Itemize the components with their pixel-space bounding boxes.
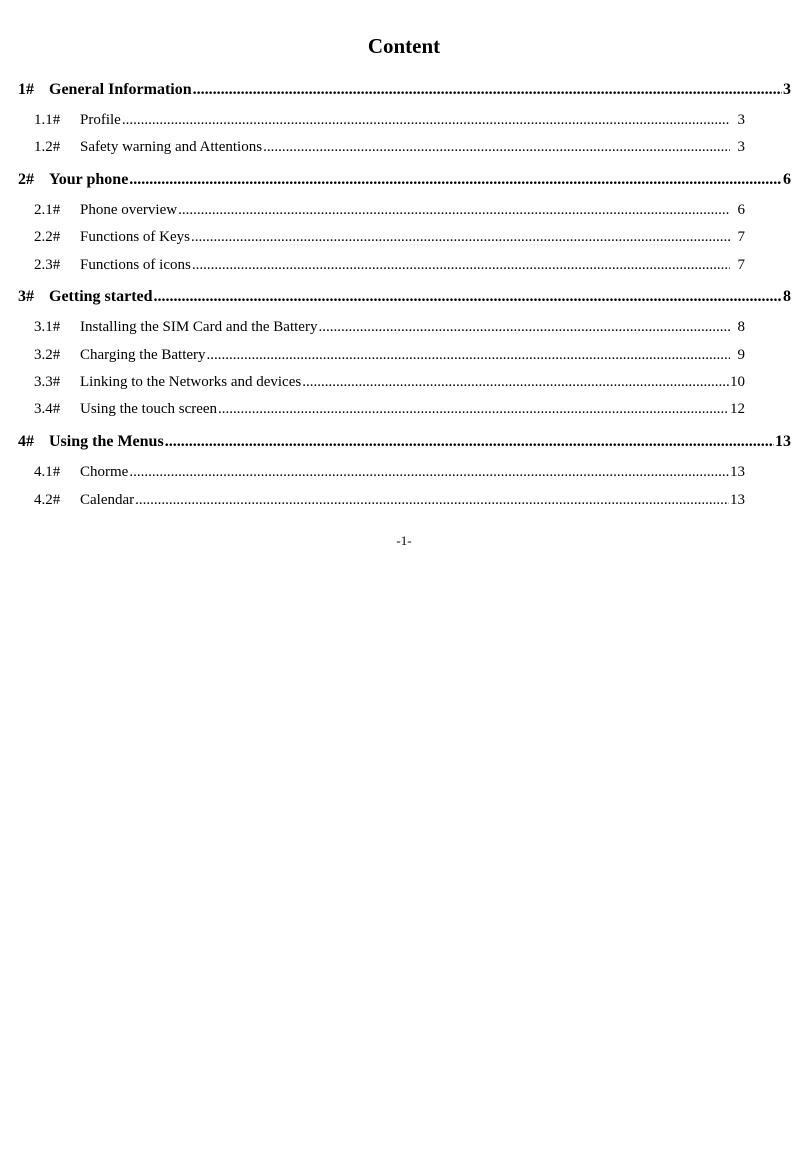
page-number-footer: -1- — [396, 533, 412, 548]
toc-entry-number: 2.1# — [34, 202, 61, 218]
toc-dot-leader — [318, 318, 730, 337]
toc-dot-leader — [165, 432, 774, 452]
toc-entry-number: 2.2# — [34, 229, 61, 245]
toc-entry-page: 13 — [730, 464, 745, 480]
toc-entry-label: Installing the SIM Card and the Battery — [80, 319, 318, 335]
toc-entry-page: 12 — [730, 401, 745, 417]
toc-entry-4-1 — [34, 463, 745, 482]
toc-entry-number: 2# — [18, 171, 34, 188]
toc-dot-leader — [129, 170, 782, 190]
toc-entry-label: Safety warning and Attentions — [80, 139, 263, 155]
toc-entry-number: 4.2# — [34, 492, 61, 508]
toc-entry-label: Getting started — [49, 288, 153, 305]
toc-entry-2-2 — [34, 228, 745, 247]
toc-entry-page: 10 — [730, 374, 745, 390]
toc-dot-leader — [207, 346, 730, 365]
toc-entry-label: Profile — [80, 112, 121, 128]
toc-entry-page: 8 — [737, 319, 745, 335]
toc-entry-number: 3.1# — [34, 319, 61, 335]
toc-entry-3-2 — [34, 346, 745, 365]
toc-dot-leader — [129, 463, 729, 482]
toc-entry-page: 7 — [737, 229, 745, 245]
toc-entry-1-2 — [34, 138, 745, 157]
toc-entry-label: Using the Menus — [49, 433, 164, 450]
toc-entry-label: Your phone — [49, 171, 129, 188]
toc-entry-label: Calendar — [80, 492, 135, 508]
toc-entry-4 — [18, 432, 791, 452]
toc-dot-leader — [191, 228, 730, 247]
toc-entry-number: 1.1# — [34, 112, 61, 128]
toc-entry-number: 3# — [18, 288, 34, 305]
toc-entry-number: 3.4# — [34, 401, 61, 417]
toc-entry-number: 3.3# — [34, 374, 61, 390]
toc-dot-leader — [122, 111, 730, 130]
toc-entry-2-1 — [34, 201, 745, 220]
toc-entry-page: 7 — [737, 257, 745, 273]
toc-entry-number: 2.3# — [34, 257, 61, 273]
toc-entry-label: Functions of icons — [80, 257, 191, 273]
toc-entry-1-1 — [34, 111, 745, 130]
toc-entry-page: 3 — [737, 112, 745, 128]
toc-dot-leader — [192, 256, 730, 275]
toc-entry-3-3 — [34, 373, 745, 392]
toc-entry-page: 3 — [783, 81, 791, 98]
toc-entry-label: General Information — [49, 81, 192, 98]
toc-entry-number: 1.2# — [34, 139, 61, 155]
toc-entry-4-2 — [34, 491, 745, 510]
toc-dot-leader — [263, 138, 730, 157]
toc-entry-page: 3 — [737, 139, 745, 155]
toc-entry-number: 4.1# — [34, 464, 61, 480]
page-title: Content — [367, 34, 441, 58]
toc-dot-leader — [218, 400, 729, 419]
toc-entry-number: 3.2# — [34, 347, 61, 363]
toc-dot-leader — [193, 80, 782, 100]
toc-entry-number: 4# — [18, 433, 34, 450]
toc-entry-3 — [18, 287, 791, 307]
toc-entry-label: Functions of Keys — [80, 229, 190, 245]
toc-entry-page: 6 — [783, 171, 791, 188]
toc-entry-3-4 — [34, 400, 745, 419]
toc-entry-2-3 — [34, 256, 745, 275]
toc-entry-label: Linking to the Networks and devices — [80, 374, 302, 390]
toc-dot-leader — [154, 287, 782, 307]
toc-dot-leader — [135, 491, 729, 510]
toc-entry-label: Chorme — [80, 464, 129, 480]
toc-entry-page: 6 — [737, 202, 745, 218]
toc-entry-page: 13 — [775, 433, 791, 450]
toc-entry-number: 1# — [18, 81, 34, 98]
toc-entry-label: Phone overview — [80, 202, 178, 218]
toc-entry-page: 9 — [737, 347, 745, 363]
toc-entry-label: Charging the Battery — [80, 347, 206, 363]
toc-dot-leader — [178, 201, 730, 220]
toc-entry-page: 8 — [783, 288, 791, 305]
toc-dot-leader — [302, 373, 729, 392]
toc-entry-2 — [18, 170, 791, 190]
toc-entry-1 — [18, 80, 791, 100]
toc-entry-page: 13 — [730, 492, 745, 508]
toc-entry-label: Using the touch screen — [80, 401, 218, 417]
toc-entry-3-1 — [34, 318, 745, 337]
